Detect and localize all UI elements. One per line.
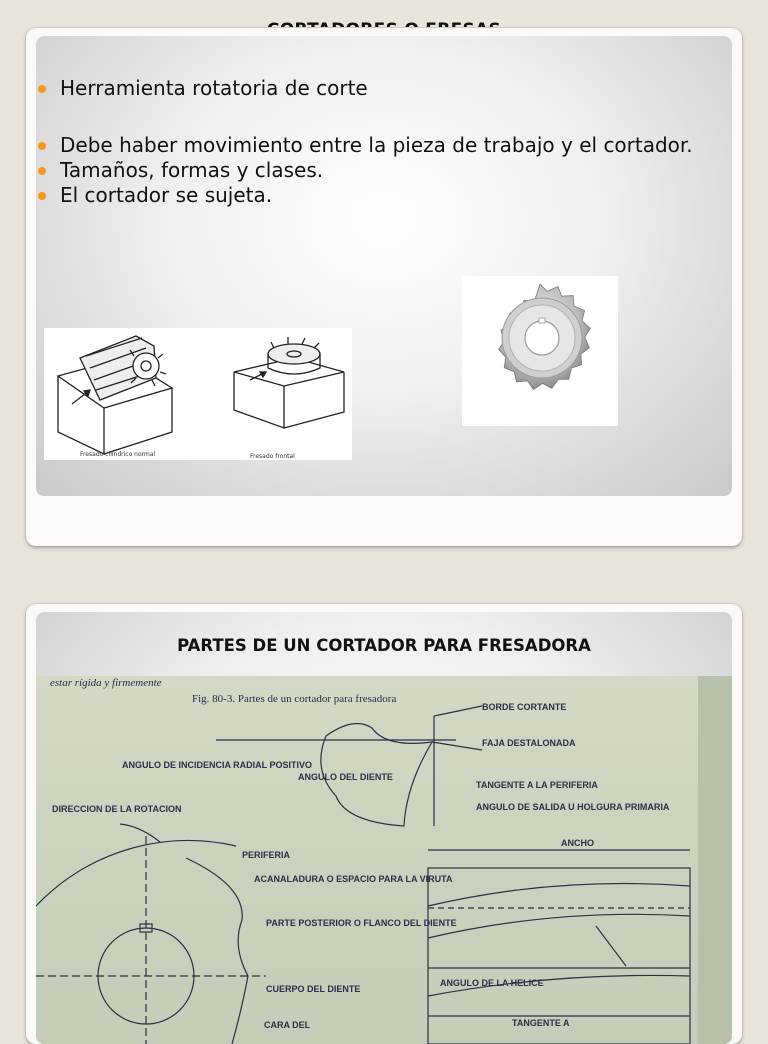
bullet-dot-icon bbox=[38, 167, 46, 175]
bullet-item bbox=[38, 133, 718, 158]
figure-caption: Fresado frontal bbox=[250, 453, 295, 460]
label-acanaladura: ACANALADURA O ESPACIO PARA LA VIRUTA bbox=[254, 874, 453, 884]
bullet-dot-icon bbox=[38, 142, 46, 150]
slide-title: PARTES DE UN CORTADOR PARA FRESADORA bbox=[177, 636, 591, 655]
bullet-item bbox=[38, 158, 718, 183]
slide-cortadores bbox=[26, 28, 742, 546]
figure-caption: Fresado cilíndrico normal bbox=[80, 451, 156, 458]
label-angulo-incidencia: ANGULO DE INCIDENCIA RADIAL POSITIVO bbox=[122, 760, 313, 770]
bullet-item bbox=[38, 76, 718, 101]
bullet-text: Debe haber movimiento entre la pieza de trabajo y el cortador. bbox=[60, 133, 693, 157]
slide-partes-cortador bbox=[26, 604, 742, 1044]
bullet-text: El cortador se sujeta. bbox=[60, 183, 273, 207]
content-panel bbox=[36, 612, 732, 1044]
milling-sketch-image bbox=[44, 328, 352, 460]
label-cara: CARA DEL bbox=[264, 1020, 311, 1030]
bullet-list bbox=[38, 76, 718, 208]
label-cuerpo: CUERPO DEL DIENTE bbox=[266, 984, 361, 994]
label-tangente-periferia: TANGENTE A LA PERIFERIA bbox=[476, 780, 598, 790]
saw-cutter-image bbox=[462, 276, 618, 426]
bullet-item bbox=[38, 183, 718, 208]
diagram-text: estar rígida y firmemente bbox=[50, 677, 162, 689]
bullet-dot-icon bbox=[38, 85, 46, 93]
label-parte-posterior: PARTE POSTERIOR O FLANCO DEL DIENTE bbox=[266, 918, 457, 928]
label-angulo-diente: ANGULO DEL DIENTE bbox=[298, 772, 393, 782]
label-angulo-helice: ANGULO DE LA HELICE bbox=[440, 978, 544, 988]
bullet-dot-icon bbox=[38, 192, 46, 200]
label-angulo-salida: ANGULO DE SALIDA U HOLGURA PRIMARIA bbox=[476, 802, 670, 812]
label-periferia: PERIFERIA bbox=[242, 850, 291, 860]
label-borde-cortante: BORDE CORTANTE bbox=[482, 702, 567, 712]
label-direccion: DIRECCION DE LA ROTACION bbox=[52, 804, 182, 814]
label-ancho: ANCHO bbox=[561, 838, 594, 848]
content-panel bbox=[36, 36, 732, 496]
bullet-text: Tamaños, formas y clases. bbox=[60, 158, 324, 182]
label-tangente-a: TANGENTE A bbox=[512, 1018, 570, 1028]
bullet-text: Herramienta rotatoria de corte bbox=[60, 76, 368, 100]
label-faja: FAJA DESTALONADA bbox=[482, 738, 576, 748]
cutter-parts-diagram-photo bbox=[36, 676, 732, 1044]
fig-caption: Fig. 80-3. Partes de un cortador para fresadora bbox=[192, 693, 397, 705]
